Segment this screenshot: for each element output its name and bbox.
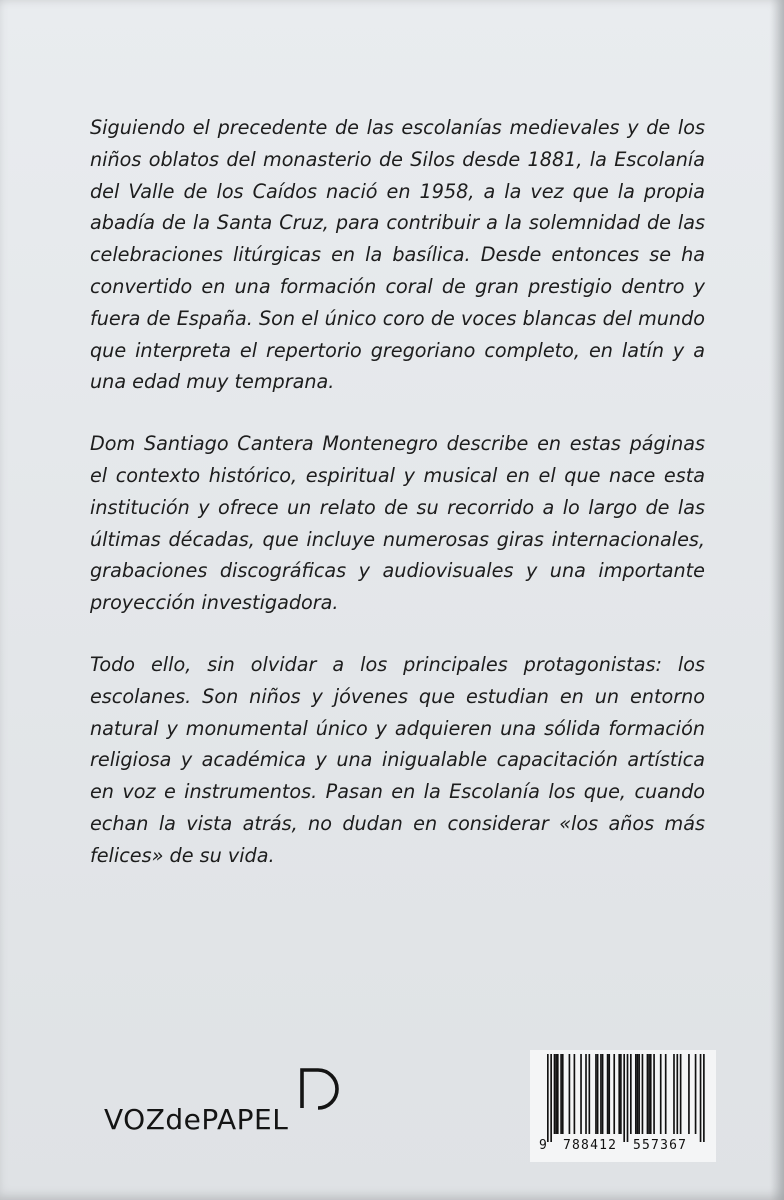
barcode-bar (676, 1054, 678, 1134)
barcode-bar (665, 1054, 667, 1134)
barcode-bar (597, 1054, 599, 1134)
barcode-bar (608, 1054, 610, 1134)
barcode-bar (635, 1054, 637, 1134)
barcode-bar (580, 1054, 582, 1134)
barcode-bar (630, 1054, 632, 1134)
logo-text-papel: PAPEL (201, 1103, 289, 1136)
barcode-guard-bar (627, 1054, 629, 1142)
publisher-logo-text (104, 1104, 288, 1136)
barcode-bar (574, 1054, 576, 1134)
blurb-paragraph-1: Siguiendo el precedente de las escolanías medievales y de los niños oblatos del monasterio de Silos desde 1881, la Escolanía del Valle de los Caídos nació en 1958, a la vez que la propia abadía de la Santa Cruz, para contribuir a la solemnidad de las celebraciones litúrgicas en la basílica. Desde entonces se ha convertido en una formación coral de gran prestigio dentro y fuera de España. Son el único coro de voces blancas del mundo que interpreta el repertorio gregoriano completo, en latín y a una edad muy temprana. (90, 116, 705, 394)
barcode-guard-bar (623, 1054, 625, 1142)
barcode-bar (554, 1054, 556, 1134)
barcode-bar (560, 1054, 562, 1134)
logo-text-voz: VOZ (104, 1103, 166, 1136)
barcode-bar (602, 1054, 604, 1134)
isbn-barcode (530, 1050, 716, 1162)
publisher-logo (104, 1058, 354, 1138)
barcode-bar (642, 1054, 644, 1134)
barcode-bar (680, 1054, 682, 1134)
page-edge-shadow (770, 0, 784, 1200)
barcode-bar (647, 1054, 649, 1134)
barcode-guard-bar (547, 1054, 549, 1142)
blurb-paragraph-2: Dom Santiago Cantera Montenegro describe en estas páginas el contexto histórico, espiritual y musical en el que nace esta institución y ofrece un relato de su recorrido a lo largo de las últimas décadas, que incluye numerosas giras internacionales, grabaciones discográficas y audiovisuales y una importante proyección investigadora. (90, 432, 705, 615)
barcode-bar (618, 1054, 620, 1134)
barcode-guard-bar (703, 1054, 705, 1142)
barcode-right-group: 557367 (633, 1138, 688, 1153)
barcode-bar (613, 1054, 615, 1134)
barcode-bar (688, 1054, 690, 1134)
barcode-digits (530, 1138, 716, 1158)
barcode-bar (653, 1054, 655, 1134)
barcode-bar (589, 1054, 591, 1134)
barcode-bar (585, 1054, 587, 1134)
barcode-bar (638, 1054, 640, 1134)
barcode-bar (695, 1054, 697, 1134)
barcode-bar (648, 1054, 650, 1134)
barcode-bar (557, 1054, 559, 1134)
barcode-bar (620, 1054, 622, 1134)
barcode-bar (607, 1054, 609, 1134)
barcode-left-group: 788412 (563, 1138, 618, 1153)
barcode-first-digit: 9 (539, 1138, 547, 1153)
barcode-bar (660, 1054, 662, 1134)
back-cover-blurb (90, 112, 705, 872)
barcode-bar (650, 1054, 652, 1134)
open-circle-mark-icon (296, 1064, 346, 1114)
barcode-guard-bar (700, 1054, 702, 1142)
barcode-guard-bar (550, 1054, 552, 1142)
barcode-bar (562, 1054, 564, 1134)
barcode-bar (555, 1054, 557, 1134)
barcode-bar (600, 1054, 602, 1134)
barcode-bar (569, 1054, 571, 1134)
barcode-bar (673, 1054, 675, 1134)
barcode-bars (530, 1050, 716, 1142)
logo-text-de: de (165, 1103, 202, 1136)
blurb-paragraph-3: Todo ello, sin olvidar a los principales protagonistas: los escolanes. Son niños y jóvenes que estudian en un entorno natural y monumental único y adquieren una sólida formación religiosa y académica y una inigualable capacitación artística en voz e instrumentos. Pasan en la Escolanía los que, cuando echan la vista atrás, no dudan en considerar «los años más felices» de su vida. (90, 652, 705, 867)
barcode-bar (637, 1054, 639, 1134)
barcode-bar (595, 1054, 597, 1134)
